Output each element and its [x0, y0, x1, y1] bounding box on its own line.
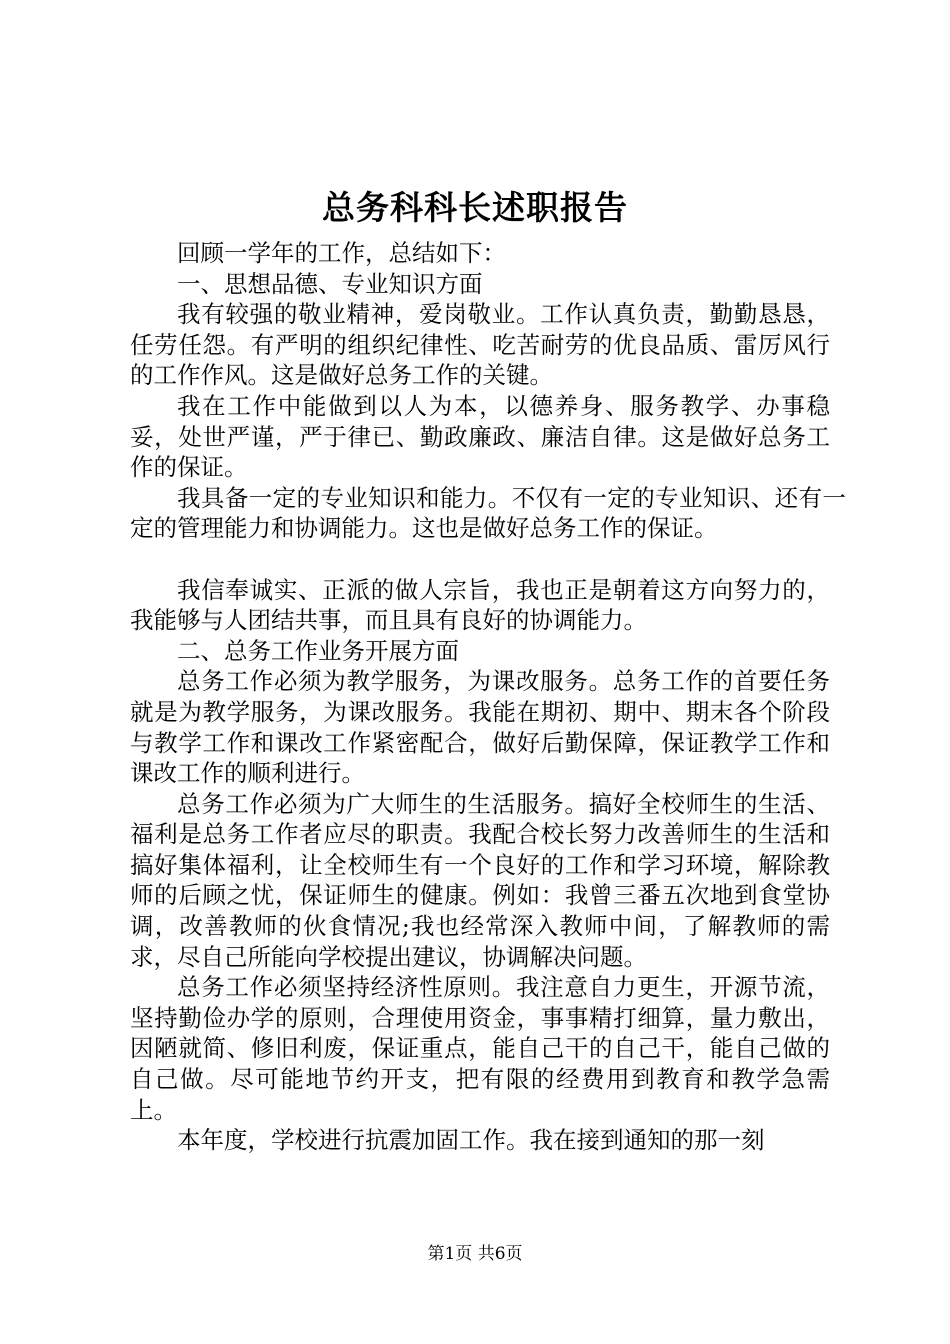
section-heading-1: 一、思想品德、专业知识方面: [177, 269, 483, 298]
paragraph: 本年度，学校进行抗震加固工作。我在接到通知的那一刻: [177, 1126, 765, 1155]
paragraph: 我信奉诚实、正派的做人宗旨，我也正是朝着这方向努力的，我能够与人团结共事，而且具有良好的协调能力。: [130, 575, 830, 635]
document-body: [130, 238, 846, 1156]
paragraph: 总务工作必须坚持经济性原则。我注意自力更生，开源节流，坚持勤俭办学的原则，合理使用资金，事事精打细算，量力敷出，因陋就简、修旧利废，保证重点，能自己干的自己干，能自己做的自己做。尽可能地节约开支，把有限的经费用到教育和教学急需上。: [130, 973, 830, 1124]
document-title: 总务科科长述职报告: [322, 188, 628, 227]
paragraph: 我具备一定的专业知识和能力。不仅有一定的专业知识、还有一定的管理能力和协调能力。这也是做好总务工作的保证。: [130, 483, 846, 543]
section-heading-2: 二、总务工作业务开展方面: [177, 636, 459, 665]
paragraph: 总务工作必须为教学服务，为课改服务。总务工作的首要任务就是为教学服务，为课改服务。我能在期初、期中、期末各个阶段与教学工作和课改工作紧密配合，做好后勤保障，保证教学工作和课改工作的顺利进行。: [130, 667, 830, 788]
paragraph-intro: 回顾一学年的工作，总结如下：: [177, 239, 506, 267]
paragraph: 我在工作中能做到以人为本，以德养身、服务教学、办事稳妥，处世严谨，严于律已、勤政廉政、廉洁自律。这是做好总务工作的保证。: [130, 391, 830, 482]
paragraph: 总务工作必须为广大师生的生活服务。搞好全校师生的生活、福利是总务工作者应尽的职责。我配合校长努力改善师生的生活和搞好集体福利，让全校师生有一个良好的工作和学习环境，解除教师的后顾之忧，保证师生的健康。例如：我曾三番五次地到食堂协调，改善教师的伙食情况;我也经常深入教师中间，了解教师的需求，尽自己所能向学校提出建议，协调解决问题。: [130, 789, 830, 971]
paragraph: 我有较强的敬业精神，爱岗敬业。工作认真负责，勤勤恳恳，任劳任怨。有严明的组织纪律性、吃苦耐劳的优良品质、雷厉风行的工作作风。这是做好总务工作的关键。: [130, 300, 830, 390]
page-indicator: 第1页 共6页: [427, 1244, 523, 1264]
paragraph-gap: [130, 544, 830, 575]
